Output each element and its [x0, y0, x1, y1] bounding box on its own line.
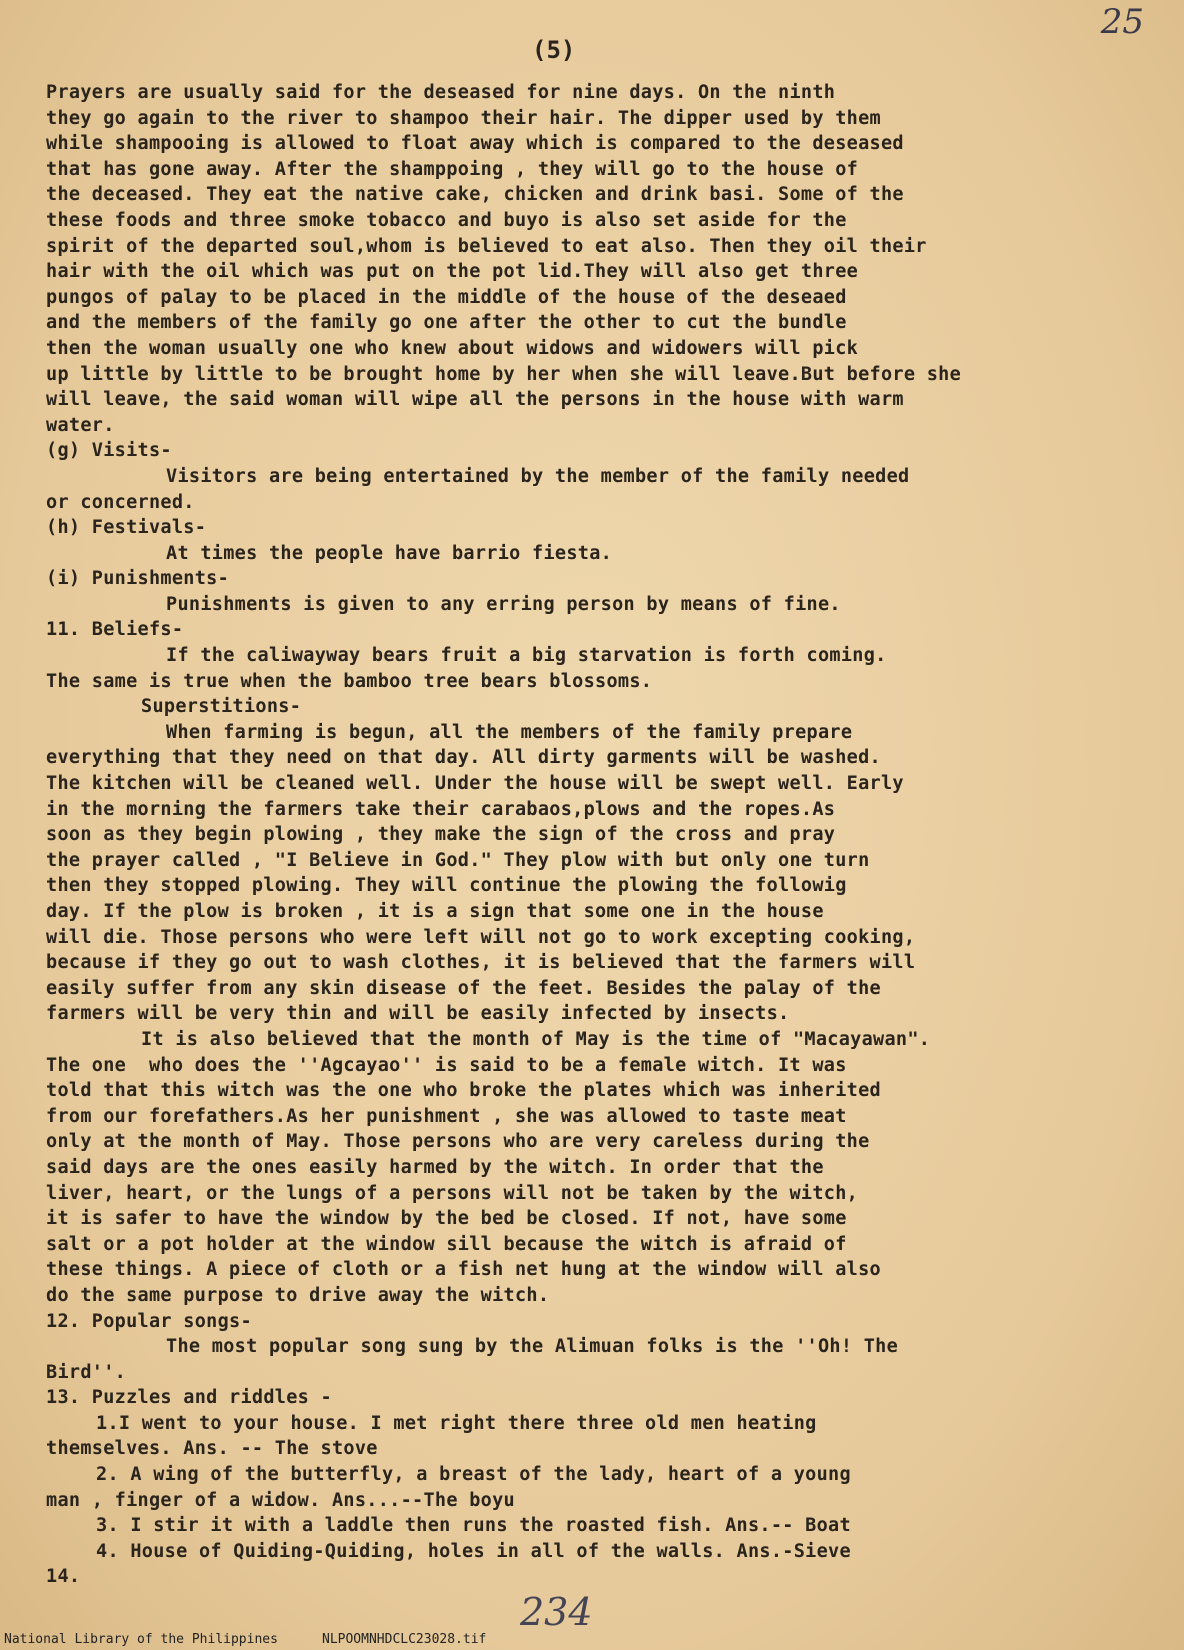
- text-line: 3. I stir it with a laddle then runs the roasted fish. Ans.-- Boat: [96, 1515, 851, 1537]
- text-line: pungos of palay to be placed in the middle of the house of the deseaed: [46, 286, 847, 308]
- text-line: up little by little to be brought home by her when she will leave.But before she: [46, 363, 962, 385]
- text-line: the prayer called , "I Believe in God." They plow with but only one turn: [46, 849, 870, 871]
- text-line: 13. Puzzles and riddles -: [46, 1387, 332, 1409]
- handwritten-archive-number: 234: [520, 1590, 593, 1634]
- text-line: spirit of the departed soul,whom is believed to eat also. Then they oil their: [46, 235, 927, 257]
- text-line: the deceased. They eat the native cake, chicken and drink basi. Some of the: [46, 184, 904, 206]
- text-line: while shampooing is allowed to float away which is compared to the deseased: [46, 133, 904, 155]
- text-line: then they stopped plowing. They will continue the plowing the followig: [46, 875, 847, 897]
- text-line: hair with the oil which was put on the pot lid.They will also get three: [46, 261, 859, 283]
- text-line: 11. Beliefs-: [46, 619, 184, 641]
- text-line: will leave, the said woman will wipe all the persons in the house with warm: [46, 389, 904, 411]
- text-line: The same is true when the bamboo tree bears blossoms.: [46, 670, 653, 692]
- text-line: will die. Those persons who were left will not go to work excepting cooking,: [46, 926, 916, 948]
- archive-footer: [0, 1632, 1184, 1650]
- text-line: farmers will be very thin and will be easily infected by insects.: [46, 1003, 790, 1025]
- handwritten-page-number: 25: [1100, 2, 1144, 42]
- text-line: The most popular song sung by the Alimuan folks is the ''Oh! The: [166, 1336, 899, 1358]
- text-line: day. If the plow is broken , it is a sign that some one in the house: [46, 901, 824, 922]
- text-line: themselves. Ans. -- The stove: [46, 1438, 378, 1460]
- text-line: these things. A piece of cloth or a fish net hung at the window will also: [46, 1259, 881, 1281]
- text-line: When farming is begun, all the members of the family prepare: [166, 721, 853, 743]
- text-line: water.: [46, 414, 115, 436]
- text-line: that has gone away. After the shamppoing , they will go to the house of: [46, 158, 859, 180]
- text-line: If the caliwayway bears fruit a big starvation is forth coming.: [166, 645, 887, 667]
- text-line: these foods and three smoke tobacco and buyo is also set aside for the: [46, 209, 847, 231]
- text-line: everything that they need on that day. All dirty garments will be washed.: [46, 747, 881, 769]
- text-line: 4. House of Quiding-Quiding, holes in all of the walls. Ans.-Sieve: [96, 1540, 851, 1562]
- text-line: then the woman usually one who knew about widows and widowers will pick: [46, 337, 859, 359]
- text-line: It is also believed that the month of May is the time of "Macayawan".: [141, 1028, 931, 1050]
- text-line: liver, heart, or the lungs of a persons will not be taken by the witch,: [46, 1182, 859, 1204]
- text-line: and the members of the family go one after the other to cut the bundle: [46, 312, 847, 334]
- text-line: The one who does the ''Agcayao'' is said to be a female witch. It was: [46, 1054, 847, 1076]
- text-line: Visitors are being entertained by the member of the family needed: [166, 465, 910, 487]
- text-line: 12. Popular songs-: [46, 1310, 252, 1332]
- typed-text-body: [46, 80, 1156, 1590]
- text-line: Punishments is given to any erring person by means of fine.: [166, 593, 841, 615]
- text-line: Prayers are usually said for the deseased for nine days. On the ninth: [46, 82, 836, 103]
- text-line: Bird''.: [46, 1361, 127, 1383]
- text-line: or concerned.: [46, 491, 195, 513]
- text-line: in the morning the farmers take their carabaos,plows and the ropes.As: [46, 798, 836, 820]
- text-line: The kitchen will be cleaned well. Under the house will be swept well. Early: [46, 773, 904, 795]
- text-line: 14.: [46, 1566, 81, 1588]
- text-line: 1.I went to your house. I met right there three old men heating: [96, 1412, 817, 1434]
- text-line: do the same purpose to drive away the witch.: [46, 1284, 550, 1306]
- text-line: they go again to the river to shampoo their hair. The dipper used by them: [46, 107, 881, 129]
- text-line: Superstitions-: [141, 696, 302, 718]
- text-line: from our forefathers.As her punishment , she was allowed to taste meat: [46, 1105, 847, 1127]
- text-line: At times the people have barrio fiesta.: [166, 542, 613, 564]
- text-line: man , finger of a widow. Ans...--The boyu: [46, 1489, 515, 1511]
- text-line: it is safer to have the window by the bed be closed. If not, have some: [46, 1208, 847, 1230]
- footer-file-name: NLPOOMNHDCLC23028.tif: [322, 1632, 487, 1647]
- text-line: because if they go out to wash clothes, it is believed that the farmers will: [46, 952, 916, 974]
- text-line: told that this witch was the one who broke the plates which was inherited: [46, 1080, 881, 1102]
- page-label: (5): [532, 36, 576, 64]
- text-line: said days are the ones easily harmed by the witch. In order that the: [46, 1156, 824, 1178]
- text-line: (g) Visits-: [46, 440, 172, 462]
- text-line: easily suffer from any skin disease of the feet. Besides the palay of the: [46, 977, 881, 999]
- text-line: salt or a pot holder at the window sill because the witch is afraid of: [46, 1233, 847, 1255]
- text-line: (h) Festivals-: [46, 517, 207, 539]
- text-line: soon as they begin plowing , they make the sign of the cross and pray: [46, 824, 836, 846]
- text-line: only at the month of May. Those persons who are very careless during the: [46, 1131, 870, 1153]
- text-line: (i) Punishments-: [46, 568, 230, 590]
- footer-library-name: National Library of the Philippines: [4, 1632, 278, 1647]
- text-line: 2. A wing of the butterfly, a breast of the lady, heart of a young: [96, 1464, 851, 1486]
